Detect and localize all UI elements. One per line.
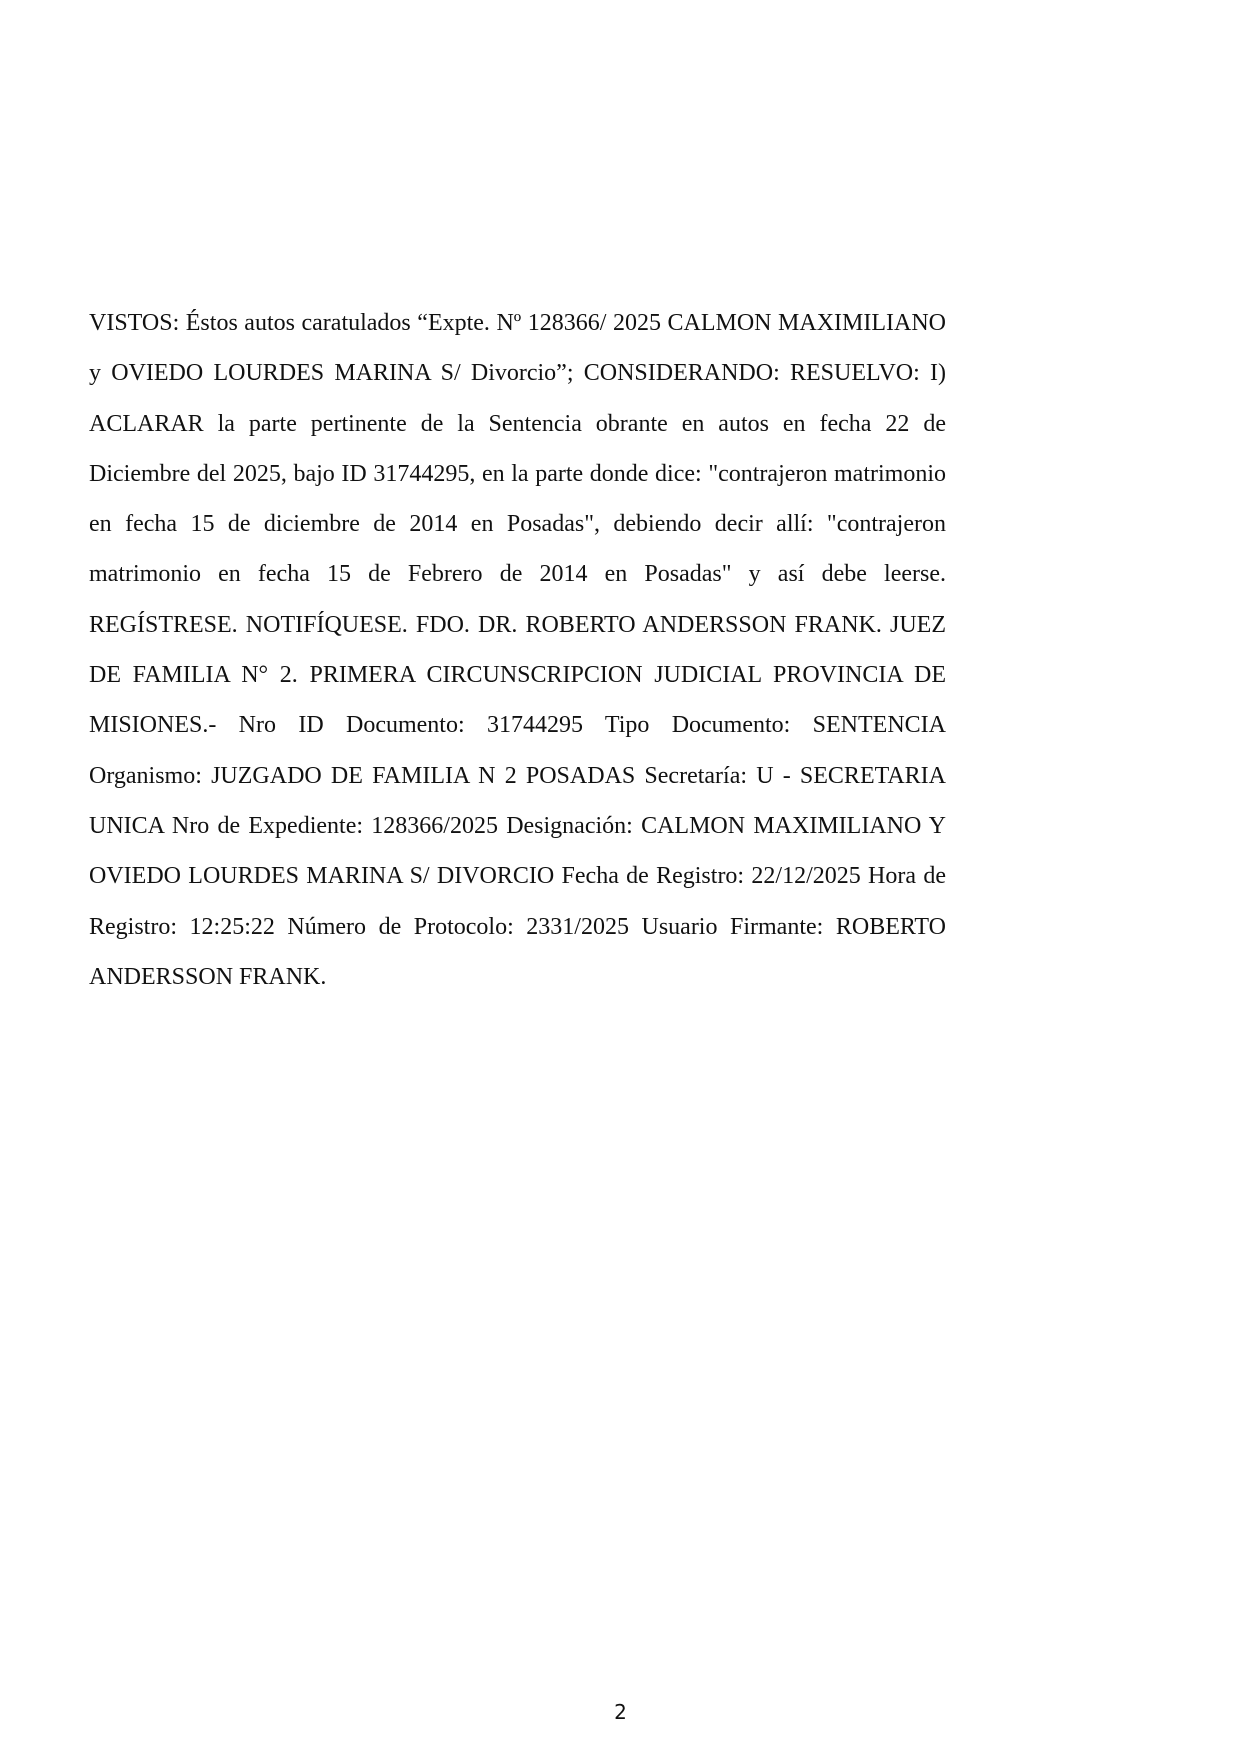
resolution-text: VISTOS: Éstos autos caratulados “Expte. Nº 128366/ 2025 CALMON MAXIMILIANO y OVIEDO LOURDES MARINA S/ Divorcio”; CONSIDERANDO: RESUELVO: I) ACLARAR la parte pertinente de la Sentencia obrante en autos en fecha 22 de Diciembre del 2025, bajo ID 31744295, en la parte donde dice: "contrajeron matrimonio en fecha 15 de diciembre de 2014 en Posadas", debiendo decir allí: "contrajeron matrimonio en fecha 15 de Febrero de 2014 en Posadas" y así debe leerse. REGÍSTRESE. NOTIFÍQUESE. FDO. DR. ROBERTO ANDERSSON FRANK. JUEZ DE FAMILIA N° 2. PRIMERA CIRCUNSCRIPCION JUDICIAL PROVINCIA DE MISIONES.- Nro ID Documento: 31744295 Tipo Documento: SENTENCIA Organismo: JUZGADO DE FAMILIA N 2 POSADAS Secretaría: U - SECRETARIA UNICA Nro de Expediente: 128366/2025 Designación: CALMON MAXIMILIANO Y OVIEDO LOURDES MARINA S/ DIVORCIO Fecha de Registro: 22/12/2025 Hora de Registro: 12:25:22 Número de Protocolo: 2331/2025 Usuario Firmante: ROBERTO ANDERSSON FRANK.	[89, 310, 946, 990]
page-number: 2	[614, 1700, 627, 1724]
